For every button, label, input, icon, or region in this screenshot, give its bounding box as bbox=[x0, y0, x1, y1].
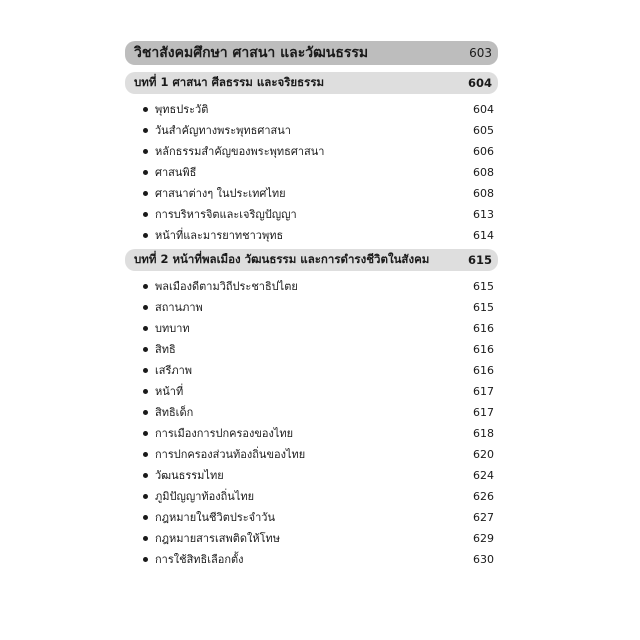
bullet-icon bbox=[143, 452, 148, 457]
toc-item-page: 608 bbox=[473, 165, 494, 179]
toc-item bbox=[143, 299, 494, 315]
toc-item-label: หน้าที่ bbox=[155, 385, 184, 398]
toc-item-label: วัฒนธรรมไทย bbox=[155, 469, 224, 482]
toc-item-page: 616 bbox=[473, 321, 494, 335]
bullet-icon bbox=[143, 170, 148, 175]
bullet-icon bbox=[143, 431, 148, 436]
toc-item bbox=[143, 425, 494, 441]
toc-item-page: 630 bbox=[473, 552, 494, 566]
toc-item-label: การใช้สิทธิเลือกตั้ง bbox=[155, 553, 244, 566]
bullet-icon bbox=[143, 284, 148, 289]
toc-item bbox=[143, 551, 494, 567]
toc-item bbox=[143, 206, 494, 222]
bullet-icon bbox=[143, 347, 148, 352]
toc-item-page: 605 bbox=[473, 123, 494, 137]
chapter-2-page-number: 615 bbox=[467, 253, 492, 267]
toc-item-label: เสรีภาพ bbox=[155, 364, 193, 377]
toc-item bbox=[143, 227, 494, 243]
toc-item-label: การปกครองส่วนท้องถิ่นของไทย bbox=[155, 448, 306, 461]
bullet-icon bbox=[143, 515, 148, 520]
toc-item bbox=[143, 530, 494, 546]
bullet-icon bbox=[143, 389, 148, 394]
bullet-icon bbox=[143, 536, 148, 541]
bullet-icon bbox=[143, 212, 148, 217]
chapter-1-title: บทที่ 1 ศาสนา ศีลธรรม และจริยธรรม bbox=[134, 75, 325, 89]
toc-item bbox=[143, 404, 494, 420]
toc-item-label: หน้าที่และมารยาทชาวพุทธ bbox=[155, 229, 284, 242]
toc-item-page: 624 bbox=[473, 468, 494, 482]
toc-item bbox=[143, 143, 494, 159]
toc-item bbox=[143, 320, 494, 336]
toc-item-label: สถานภาพ bbox=[155, 301, 203, 314]
toc-item bbox=[143, 362, 494, 378]
toc-item-page: 626 bbox=[473, 489, 494, 503]
toc-item-page: 615 bbox=[473, 300, 494, 314]
toc-item-label: วันสำคัญทางพระพุทธศาสนา bbox=[155, 124, 291, 137]
bullet-icon bbox=[143, 233, 148, 238]
bullet-icon bbox=[143, 305, 148, 310]
toc-item-page: 613 bbox=[473, 207, 494, 221]
toc-item-page: 615 bbox=[473, 279, 494, 293]
bullet-icon bbox=[143, 410, 148, 415]
toc-item bbox=[143, 164, 494, 180]
chapter-2-header bbox=[125, 249, 498, 271]
toc-item-page: 627 bbox=[473, 510, 494, 524]
toc-item-page: 616 bbox=[473, 363, 494, 377]
bullet-icon bbox=[143, 473, 148, 478]
bullet-icon bbox=[143, 368, 148, 373]
toc-item bbox=[143, 122, 494, 138]
bullet-icon bbox=[143, 149, 148, 154]
subject-header bbox=[125, 41, 498, 65]
toc-item-page: 620 bbox=[473, 447, 494, 461]
toc-item bbox=[143, 185, 494, 201]
toc-item bbox=[143, 278, 494, 294]
bullet-icon bbox=[143, 557, 148, 562]
toc-item-label: กฎหมายในชีวิตประจำวัน bbox=[155, 511, 275, 524]
toc-item-page: 617 bbox=[473, 405, 494, 419]
toc-item bbox=[143, 488, 494, 504]
toc-item-label: ศาสนาต่างๆ ในประเทศไทย bbox=[155, 187, 286, 200]
chapter-1-header bbox=[125, 72, 498, 94]
toc-item-page: 604 bbox=[473, 102, 494, 116]
chapter-1-page-number: 604 bbox=[467, 76, 492, 90]
toc-item-label: บทบาท bbox=[155, 322, 190, 335]
toc-item-label: หลักธรรมสำคัญของพระพุทธศาสนา bbox=[155, 145, 325, 158]
subject-page-number: 603 bbox=[469, 46, 492, 60]
toc-item-page: 618 bbox=[473, 426, 494, 440]
toc-item bbox=[143, 446, 494, 462]
bullet-icon bbox=[143, 494, 148, 499]
toc-item-label: ภูมิปัญญาท้องถิ่นไทย bbox=[155, 490, 255, 503]
chapter-2-title: บทที่ 2 หน้าที่พลเมือง วัฒนธรรม และการดำรงชีวิตในสังคม bbox=[134, 252, 430, 266]
toc-item bbox=[143, 101, 494, 117]
bullet-icon bbox=[143, 128, 148, 133]
toc-item bbox=[143, 383, 494, 399]
toc-item-page: 606 bbox=[473, 144, 494, 158]
toc-item-page: 614 bbox=[473, 228, 494, 242]
toc-item-label: พลเมืองดีตามวิถีประชาธิปไตย bbox=[155, 280, 298, 293]
toc-item-label: สิทธิ bbox=[155, 343, 176, 356]
toc-item bbox=[143, 509, 494, 525]
toc-item-label: กฎหมายสารเสพติดให้โทษ bbox=[155, 532, 281, 545]
toc-item-page: 629 bbox=[473, 531, 494, 545]
toc-item-label: สิทธิเด็ก bbox=[155, 406, 194, 419]
toc-item-page: 617 bbox=[473, 384, 494, 398]
toc-item-label: พุทธประวัติ bbox=[155, 103, 209, 116]
toc-item-page: 608 bbox=[473, 186, 494, 200]
toc-item-label: การบริหารจิตและเจริญปัญญา bbox=[155, 208, 297, 221]
toc-item-label: การเมืองการปกครองของไทย bbox=[155, 427, 294, 440]
toc-item bbox=[143, 341, 494, 357]
bullet-icon bbox=[143, 107, 148, 112]
toc-item bbox=[143, 467, 494, 483]
toc-item-label: ศาสนพิธี bbox=[155, 166, 197, 179]
bullet-icon bbox=[143, 326, 148, 331]
toc-item-page: 616 bbox=[473, 342, 494, 356]
bullet-icon bbox=[143, 191, 148, 196]
subject-title: วิชาสังคมศึกษา ศาสนา และวัฒนธรรม bbox=[134, 45, 369, 61]
